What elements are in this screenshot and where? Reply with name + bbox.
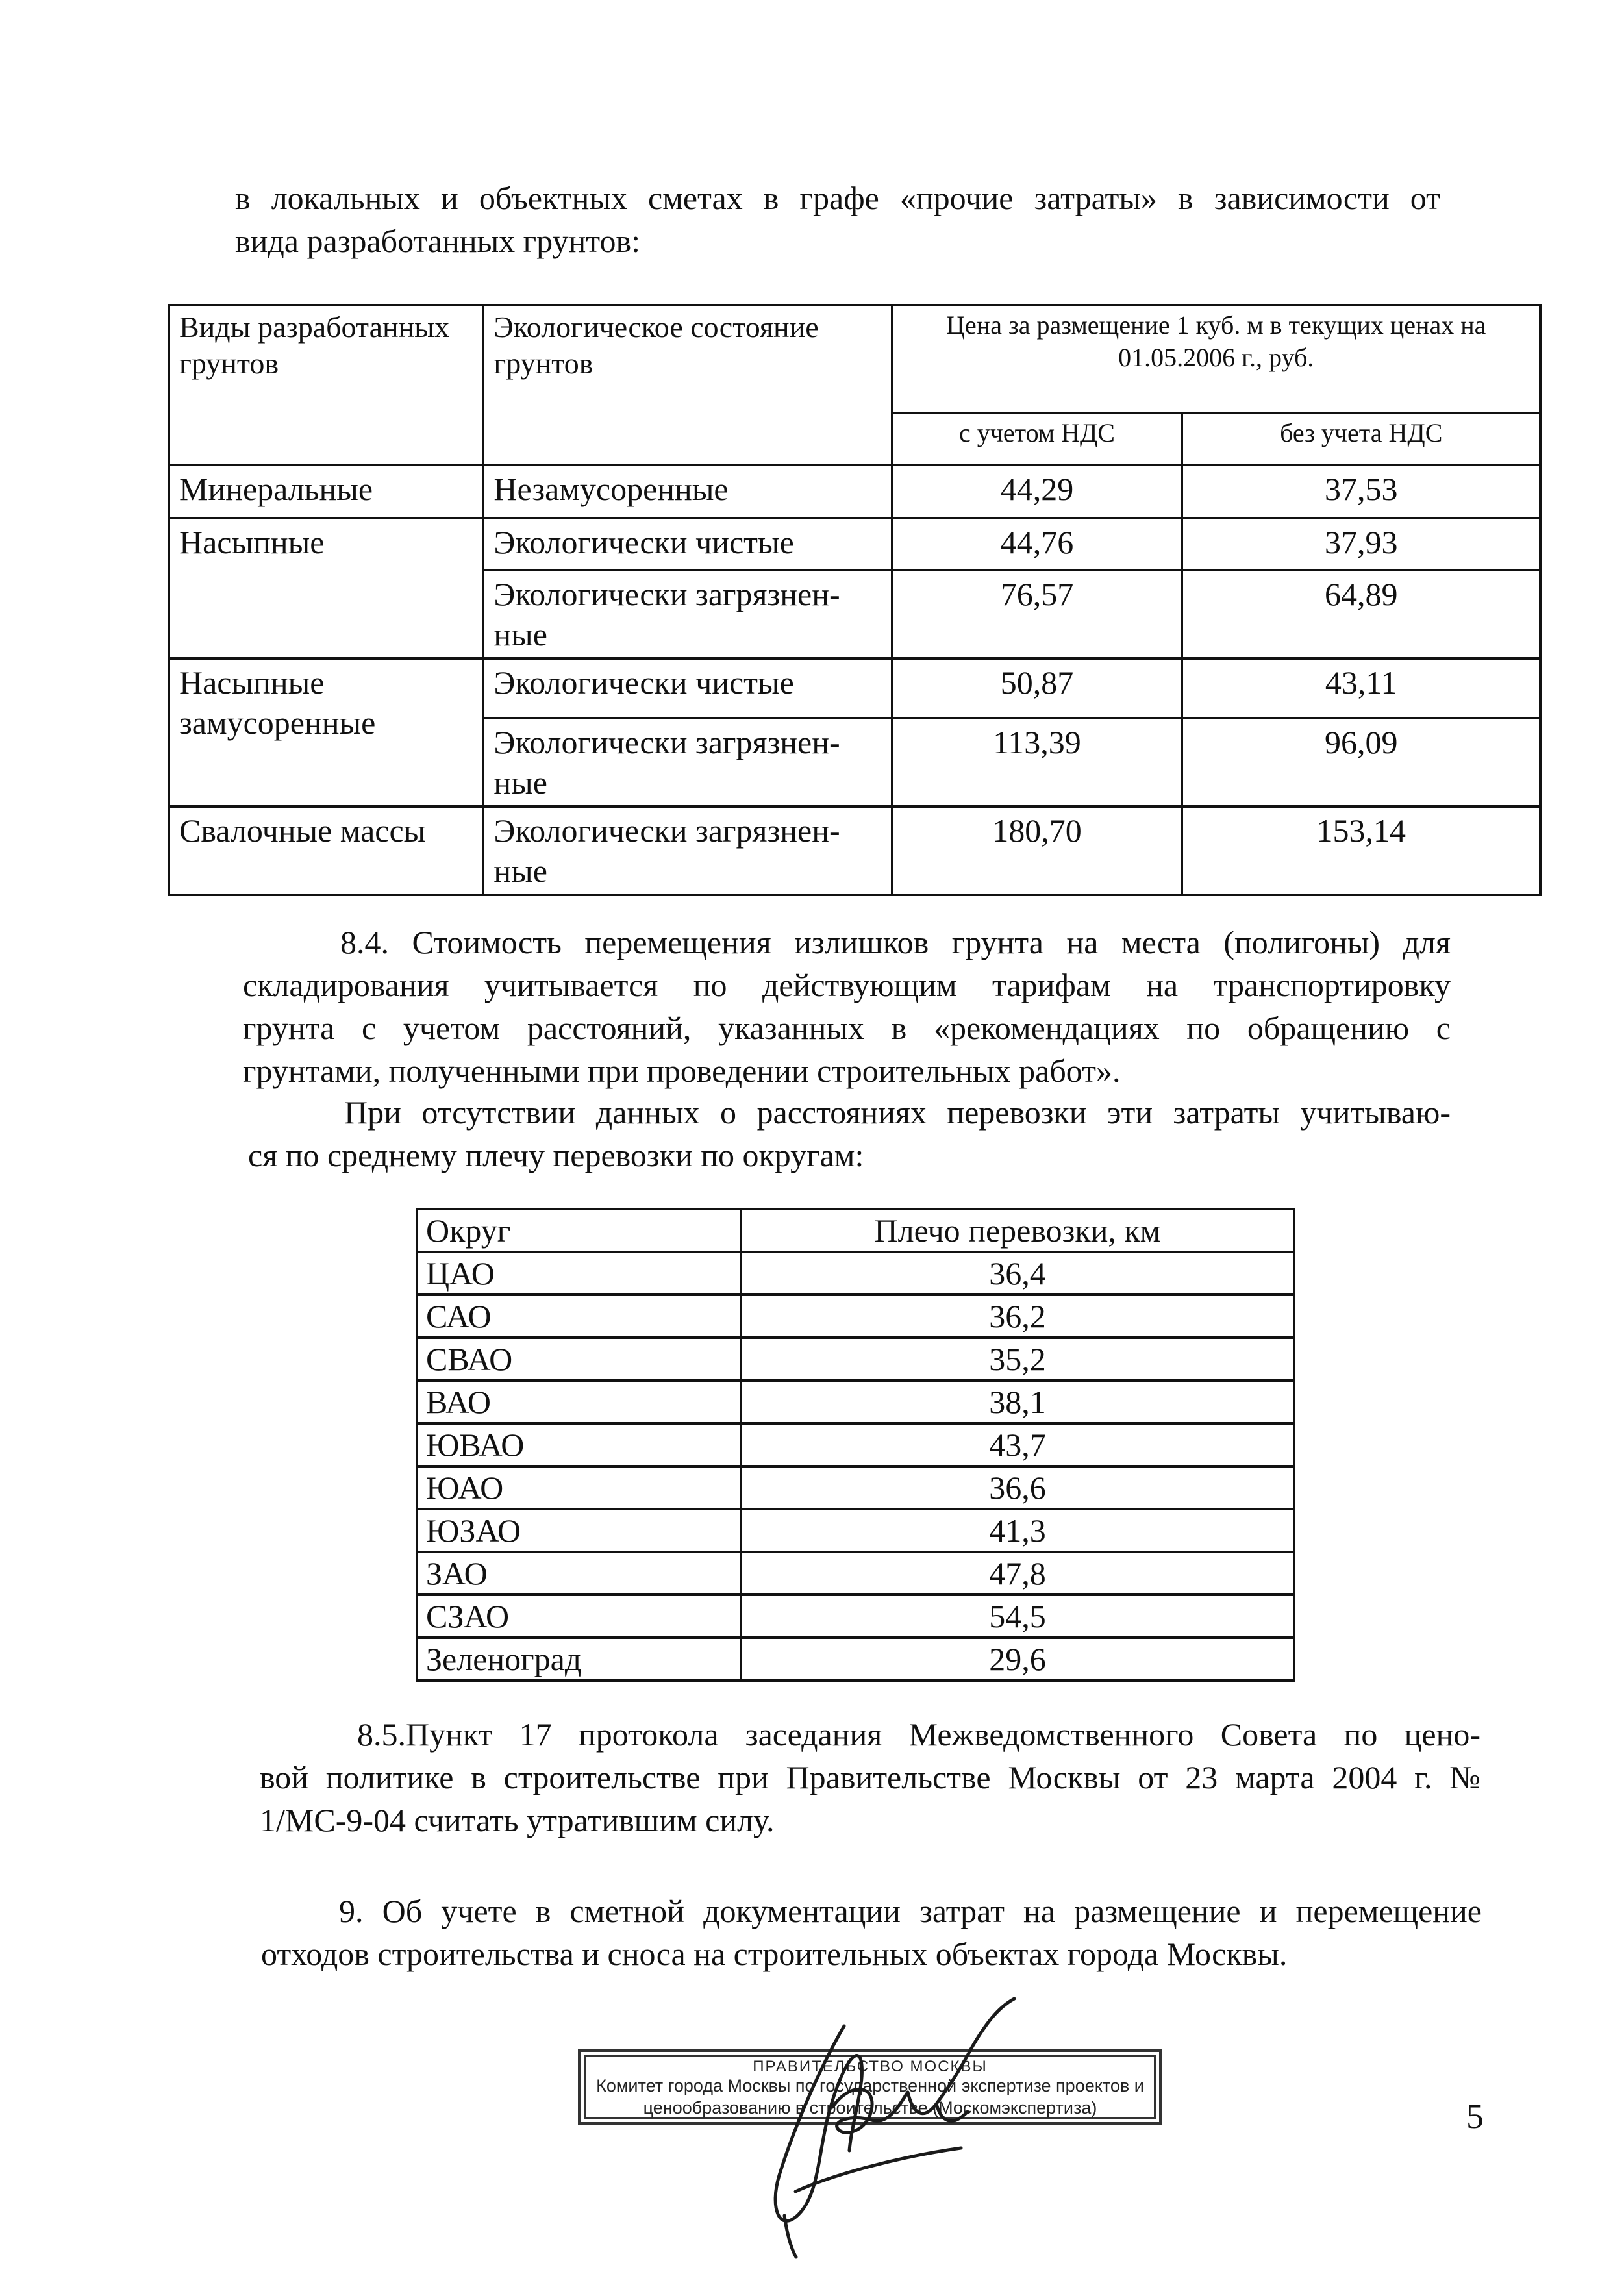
table-row — [169, 465, 1540, 518]
cell-district: СЗАО — [417, 1595, 741, 1638]
district-distance-table — [416, 1208, 1295, 1682]
header-without-vat: без учета НДС — [1182, 413, 1540, 465]
cell-district: ЮАО — [417, 1466, 741, 1509]
cell-price-with-vat: 44,29 — [892, 465, 1182, 518]
section-8-5-line-3: 1/МС-9-04 считать утратившим силу. — [260, 1802, 775, 1838]
table-row — [169, 658, 1540, 718]
cell-soil-type: Свалочные массы — [169, 806, 483, 895]
cell-price-without-vat: 96,09 — [1182, 718, 1540, 806]
header-district: Округ — [417, 1209, 741, 1252]
cell-distance: 43,7 — [741, 1423, 1294, 1466]
section-8-4-line-3: грунта с учетом расстояний, указанных в «рекомендациях по обращению с — [243, 1010, 1451, 1046]
cell-district: ЗАО — [417, 1552, 741, 1595]
header-soil-type: Виды разработанных грунтов — [169, 305, 483, 465]
cell-price-with-vat: 50,87 — [892, 658, 1182, 718]
absence-line-2: ся по среднему плечу перевозки по округам: — [248, 1137, 864, 1173]
section-8-4 — [243, 921, 1451, 1092]
stamp-line-1: ПРАВИТЕЛЬСТВО МОСКВЫ — [753, 2058, 988, 2075]
cell-distance: 54,5 — [741, 1595, 1294, 1638]
absence-paragraph — [248, 1091, 1451, 1177]
cell-eco-state: Экологически загрязнен-ные — [483, 570, 892, 658]
cell-soil-type: Минеральные — [169, 465, 483, 518]
table-row — [417, 1381, 1294, 1423]
cell-district: Зеленоград — [417, 1638, 741, 1681]
header-distance: Плечо перевозки, км — [741, 1209, 1294, 1252]
cell-district: СВАО — [417, 1338, 741, 1381]
cell-distance: 35,2 — [741, 1338, 1294, 1381]
intro-line-1: в локальных и объектных сметах в графе «прочие затраты» в зависимости от — [235, 180, 1440, 216]
table-row — [417, 1595, 1294, 1638]
cell-eco-state: Экологически чистые — [483, 518, 892, 570]
table-row — [169, 806, 1540, 895]
cell-eco-state: Экологически загрязнен-ные — [483, 718, 892, 806]
cell-price-without-vat: 64,89 — [1182, 570, 1540, 658]
table-row — [417, 1552, 1294, 1595]
cell-price-without-vat: 37,53 — [1182, 465, 1540, 518]
cell-soil-type: Насыпные замусоренные — [169, 658, 483, 806]
cell-eco-state: Экологически загрязнен-ные — [483, 806, 892, 895]
cell-eco-state: Незамусоренные — [483, 465, 892, 518]
cell-distance: 47,8 — [741, 1552, 1294, 1595]
table-row — [417, 1638, 1294, 1681]
section-9 — [261, 1890, 1482, 1975]
section-9-line-2: отходов строительства и сноса на строительных объектах города Москвы. — [261, 1936, 1288, 1972]
section-8-4-line-1: 8.4. Стоимость перемещения излишков грунта на места (полигоны) для — [340, 924, 1451, 960]
table-row — [417, 1295, 1294, 1338]
header-with-vat: с учетом НДС — [892, 413, 1182, 465]
cell-distance: 36,2 — [741, 1295, 1294, 1338]
cell-distance: 36,4 — [741, 1252, 1294, 1295]
handwritten-signature — [682, 1987, 1084, 2260]
soil-price-table — [168, 304, 1542, 896]
cell-price-without-vat: 153,14 — [1182, 806, 1540, 895]
cell-distance: 36,6 — [741, 1466, 1294, 1509]
table-row — [417, 1509, 1294, 1552]
cell-district: ВАО — [417, 1381, 741, 1423]
cell-distance: 38,1 — [741, 1381, 1294, 1423]
absence-line-1: При отсутствии данных о расстояниях перевозки эти затраты учитываю- — [344, 1094, 1451, 1131]
intro-line-2: вида разработанных грунтов: — [235, 223, 640, 259]
cell-district: ЮЗАО — [417, 1509, 741, 1552]
table-row — [417, 1252, 1294, 1295]
table-row — [417, 1338, 1294, 1381]
intro-paragraph — [235, 177, 1440, 262]
section-8-5-line-1: 8.5.Пункт 17 протокола заседания Межведомственного Совета по цено- — [357, 1716, 1480, 1753]
section-8-5-line-2: вой политике в строительстве при Правительстве Москвы от 23 марта 2004 г. № — [260, 1759, 1480, 1795]
cell-eco-state: Экологически чистые — [483, 658, 892, 718]
cell-soil-type: Насыпные — [169, 518, 483, 658]
cell-price-with-vat: 113,39 — [892, 718, 1182, 806]
cell-distance: 41,3 — [741, 1509, 1294, 1552]
cell-distance: 29,6 — [741, 1638, 1294, 1681]
table-row — [169, 518, 1540, 570]
table-row — [417, 1466, 1294, 1509]
cell-district: ЦАО — [417, 1252, 741, 1295]
header-price: Цена за размещение 1 куб. м в текущих ценах на 01.05.2006 г., руб. — [892, 305, 1540, 413]
section-8-5 — [260, 1713, 1480, 1842]
stamp-line-3: ценообразованию в строительстве (Москомэкспертиза) — [643, 2098, 1097, 2118]
cell-district: ЮВАО — [417, 1423, 741, 1466]
table-row — [417, 1423, 1294, 1466]
section-9-line-1: 9. Об учете в сметной документации затрат на размещение и перемещение — [339, 1893, 1482, 1929]
header-eco-state: Экологическое состояние грунтов — [483, 305, 892, 465]
section-8-4-line-2: складирования учитывается по действующим тарифам на транспортировку — [243, 967, 1451, 1003]
cell-price-without-vat: 43,11 — [1182, 658, 1540, 718]
stamp-line-2: Комитет города Москвы по государственной экспертизе проектов и — [596, 2076, 1144, 2095]
cell-price-without-vat: 37,93 — [1182, 518, 1540, 570]
cell-price-with-vat: 76,57 — [892, 570, 1182, 658]
cell-price-with-vat: 180,70 — [892, 806, 1182, 895]
page-number: 5 — [1466, 2097, 1484, 2136]
cell-district: САО — [417, 1295, 741, 1338]
cell-price-with-vat: 44,76 — [892, 518, 1182, 570]
section-8-4-line-4: грунтами, полученными при проведении строительных работ». — [243, 1053, 1121, 1089]
